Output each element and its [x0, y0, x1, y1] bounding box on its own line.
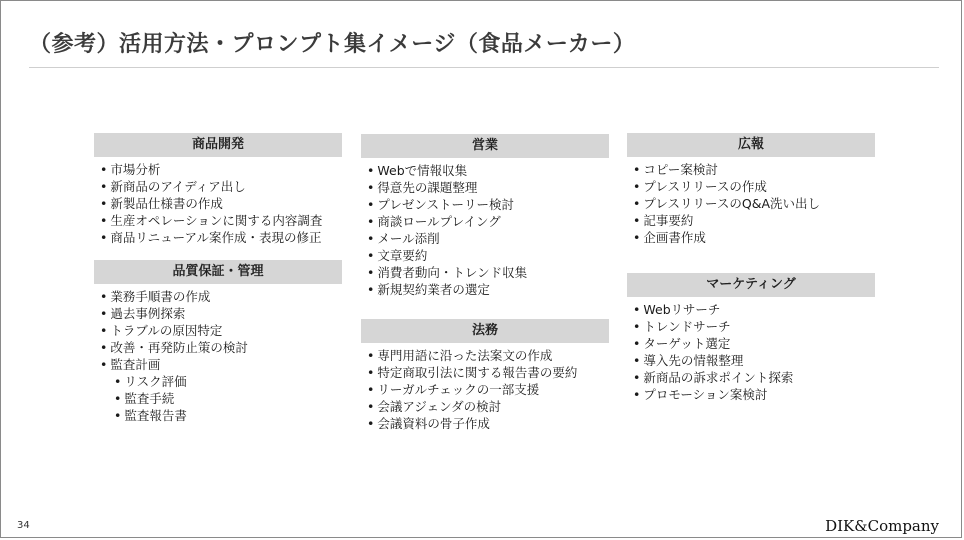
list-item: • 商談ロールプレイング: [367, 213, 609, 230]
list-item: • 会議アジェンダの検討: [367, 398, 609, 415]
list-item: • 過去事例探索: [100, 305, 342, 322]
section-header: 営業: [361, 134, 609, 158]
list-item: • 市場分析: [100, 161, 342, 178]
list-item: • 新規契約業者の選定: [367, 281, 609, 298]
list-item: • プロモーション案検討: [633, 386, 875, 403]
section-header: 法務: [361, 319, 609, 343]
section-header: 広報: [627, 133, 875, 157]
list-item: • コピー案検討: [633, 161, 875, 178]
list-item: • 商品リニューアル案作成・表現の修正: [100, 229, 342, 246]
list-item: • プレスリリースのQ&A洗い出し: [633, 195, 875, 212]
list-item: • 業務手順書の作成: [100, 288, 342, 305]
list-item: • 消費者動向・トレンド収集: [367, 264, 609, 281]
list-subitem: • 監査手続: [100, 390, 342, 407]
list-item: • 生産オペレーションに関する内容調査: [100, 212, 342, 229]
section-header: マーケティング: [627, 273, 875, 297]
list-item: • ターゲット選定: [633, 335, 875, 352]
list-item: • 新製品仕様書の作成: [100, 195, 342, 212]
section-quality: [94, 260, 342, 424]
section-sales: [361, 134, 609, 298]
list-item: • 新商品のアイディア出し: [100, 178, 342, 195]
list-item: • プレゼンストーリー検討: [367, 196, 609, 213]
list-item: • Webで情報収集: [367, 162, 609, 179]
list-item: • トラブルの原因特定: [100, 322, 342, 339]
list-item: • 改善・再発防止策の検討: [100, 339, 342, 356]
list-item: • プレスリリースの作成: [633, 178, 875, 195]
section-header: 品質保証・管理: [94, 260, 342, 284]
section-product-dev: [94, 133, 342, 246]
list-item: • Webリサーチ: [633, 301, 875, 318]
company-logo: DIK&Company: [825, 517, 939, 535]
item-list: [94, 288, 342, 424]
section-header: 商品開発: [94, 133, 342, 157]
item-list: [361, 162, 609, 298]
list-item: • トレンドサーチ: [633, 318, 875, 335]
section-marketing: [627, 273, 875, 403]
list-item: • 専門用語に沿った法案文の作成: [367, 347, 609, 364]
list-item: • 導入先の情報整理: [633, 352, 875, 369]
list-item: • 企画書作成: [633, 229, 875, 246]
item-list: [627, 161, 875, 246]
section-pr: [627, 133, 875, 246]
list-item: • リーガルチェックの一部支援: [367, 381, 609, 398]
list-subitem: • 監査報告書: [100, 407, 342, 424]
list-item: • 新商品の訴求ポイント探索: [633, 369, 875, 386]
list-item: • メール添削: [367, 230, 609, 247]
list-item: • 監査計画: [100, 356, 342, 373]
item-list: [94, 161, 342, 246]
section-legal: [361, 319, 609, 432]
list-item: • 文章要約: [367, 247, 609, 264]
list-item: • 会議資料の骨子作成: [367, 415, 609, 432]
list-item: • 記事要約: [633, 212, 875, 229]
item-list: [361, 347, 609, 432]
list-item: • 特定商取引法に関する報告書の要約: [367, 364, 609, 381]
item-list: [627, 301, 875, 403]
page-title: （参考）活用方法・プロンプト集イメージ（食品メーカー）: [29, 32, 636, 57]
list-subitem: • リスク評価: [100, 373, 342, 390]
title-divider: [29, 67, 939, 68]
list-item: • 得意先の課題整理: [367, 179, 609, 196]
page-number: 34: [17, 520, 30, 531]
